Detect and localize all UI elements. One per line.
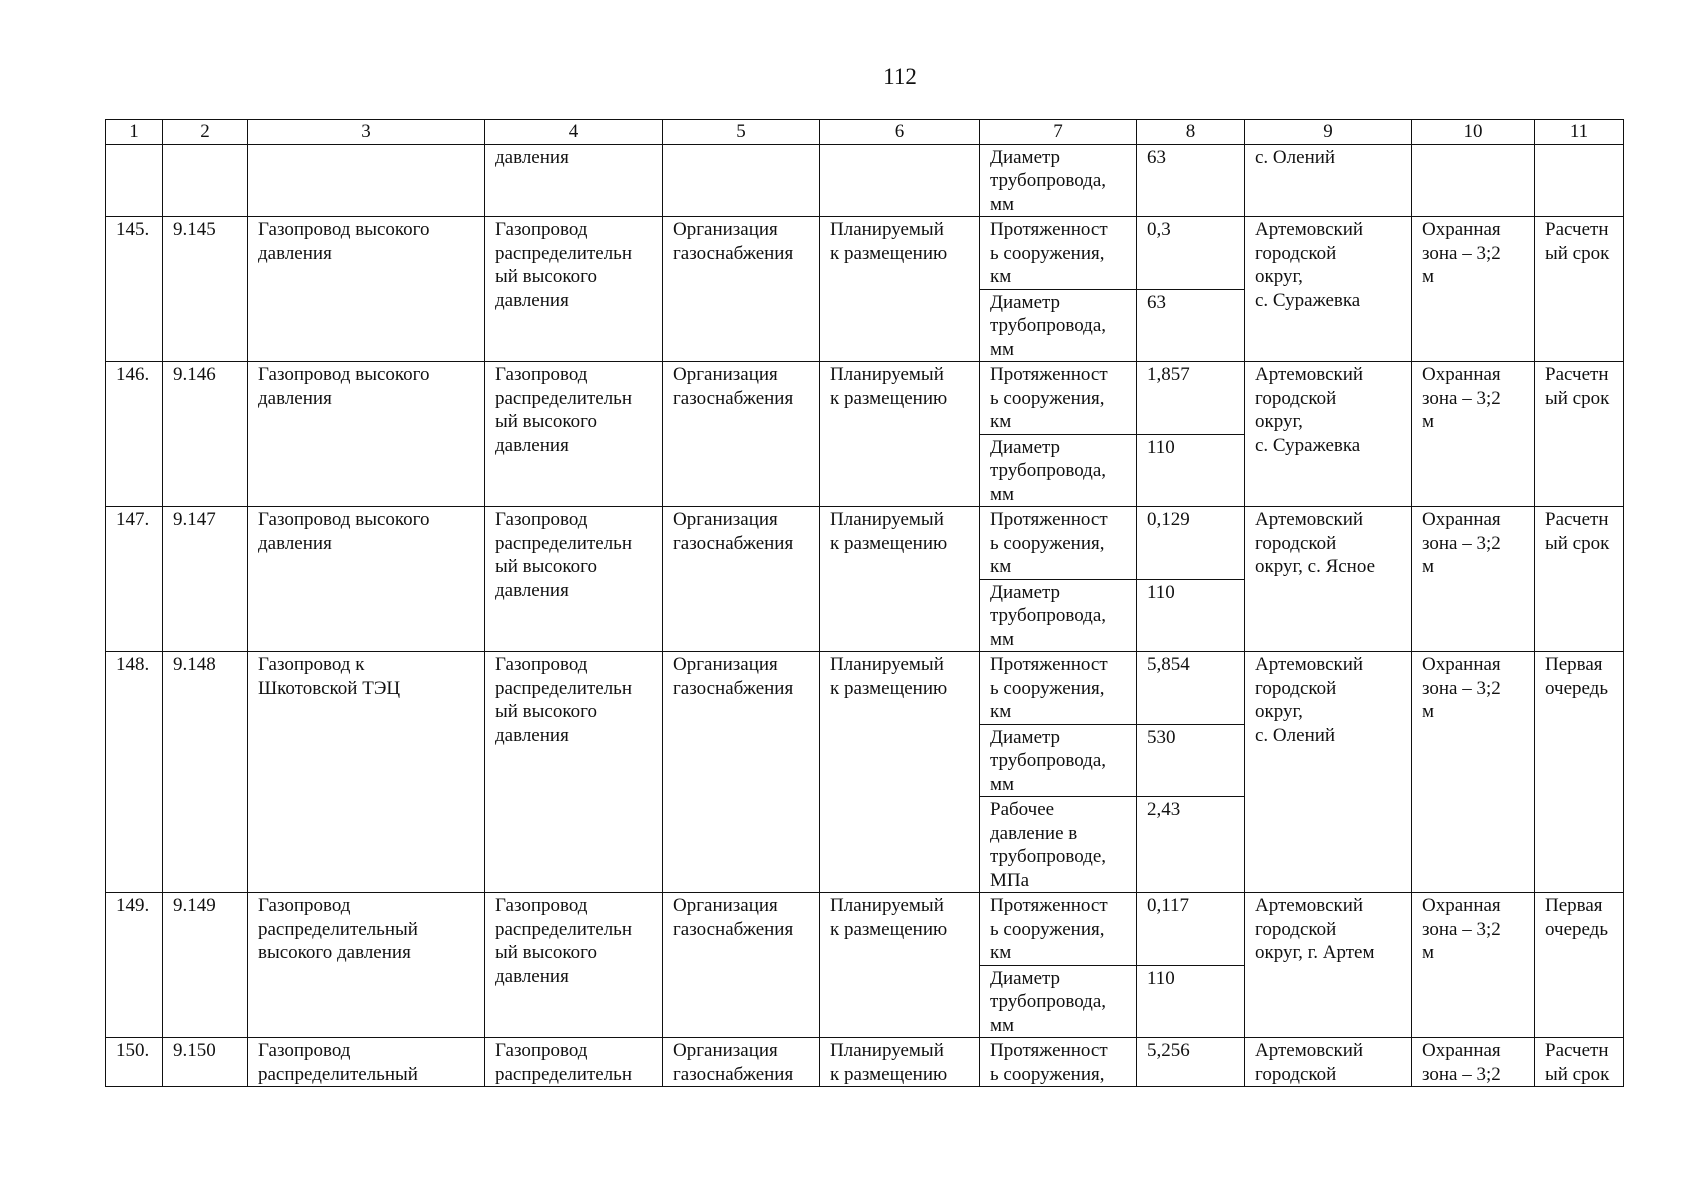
cell-name: Газопровод распределительный [248, 1038, 485, 1087]
cell-location: Артемовский городской округ, с. Ясное [1245, 507, 1412, 652]
cell-purpose: Организация газоснабжения [663, 362, 820, 507]
cell-type: Газопровод распределительн ый высокого давления [485, 362, 663, 507]
cell-type: Газопровод распределительн ый высокого давления [485, 652, 663, 893]
cell-purpose: Организация газоснабжения [663, 1038, 820, 1087]
cell-name: Газопровод распределительный высокого давления [248, 893, 485, 1038]
cell-name: Газопровод высокого давления [248, 362, 485, 507]
table-row [106, 507, 1624, 580]
column-header: 2 [163, 120, 248, 145]
cell-term [1535, 144, 1624, 217]
column-header: 6 [820, 120, 980, 145]
cell-param-name: Протяженност ь сооружения, [980, 1038, 1137, 1087]
cell-param-name: Диаметр трубопровода, мм [980, 965, 1137, 1038]
cell-term: Первая очередь [1535, 893, 1624, 1038]
cell-number: 147. [106, 507, 163, 652]
column-header: 7 [980, 120, 1137, 145]
cell-param-value: 0,117 [1137, 893, 1245, 966]
cell-location: Артемовский городской округ, с. Олений [1245, 652, 1412, 893]
cell-param-name: Протяженност ь сооружения, км [980, 893, 1137, 966]
cell-name: Газопровод высокого давления [248, 217, 485, 362]
cell-purpose: Организация газоснабжения [663, 652, 820, 893]
cell-number: 146. [106, 362, 163, 507]
cell-code: 9.145 [163, 217, 248, 362]
cell-name: Газопровод высокого давления [248, 507, 485, 652]
cell-param-value: 0,3 [1137, 217, 1245, 290]
table-row [106, 652, 1624, 725]
cell-location: с. Олений [1245, 144, 1412, 217]
page-number: 112 [883, 64, 917, 89]
cell-param-value: 1,857 [1137, 362, 1245, 435]
cell-code: 9.150 [163, 1038, 248, 1087]
cell-param-name: Диаметр трубопровода, мм [980, 144, 1137, 217]
cell-param-name: Рабочее давление в трубопроводе, МПа [980, 797, 1137, 893]
column-header: 5 [663, 120, 820, 145]
cell-zone: Охранная зона – 3;2 м [1412, 507, 1535, 652]
cell-number [106, 144, 163, 217]
cell-param-value: 110 [1137, 965, 1245, 1038]
cell-zone: Охранная зона – 3;2 м [1412, 217, 1535, 362]
cell-number: 150. [106, 1038, 163, 1087]
cell-term: Первая очередь [1535, 652, 1624, 893]
cell-param-value: 0,129 [1137, 507, 1245, 580]
column-header: 11 [1535, 120, 1624, 145]
cell-purpose: Организация газоснабжения [663, 507, 820, 652]
column-header: 10 [1412, 120, 1535, 145]
cell-term: Расчетн ый срок [1535, 362, 1624, 507]
cell-code: 9.149 [163, 893, 248, 1038]
cell-purpose: Организация газоснабжения [663, 217, 820, 362]
cell-param-value: 110 [1137, 579, 1245, 652]
cell-zone [1412, 144, 1535, 217]
header-row [106, 120, 1624, 145]
cell-status: Планируемый к размещению [820, 217, 980, 362]
cell-param-value: 63 [1137, 289, 1245, 362]
cell-type: Газопровод распределительн ый высокого давления [485, 217, 663, 362]
cell-param-name: Диаметр трубопровода, мм [980, 289, 1137, 362]
cell-number: 148. [106, 652, 163, 893]
table-row [106, 1038, 1624, 1087]
cell-param-value: 5,854 [1137, 652, 1245, 725]
cell-type: Газопровод распределительн ый высокого давления [485, 893, 663, 1038]
cell-status [820, 144, 980, 217]
cell-location: Артемовский городской округ, с. Суражевка [1245, 362, 1412, 507]
table-row [106, 362, 1624, 435]
cell-param-name: Диаметр трубопровода, мм [980, 724, 1137, 797]
cell-param-name: Протяженност ь сооружения, км [980, 507, 1137, 580]
continuation-row [106, 144, 1624, 217]
cell-type: давления [485, 144, 663, 217]
cell-zone: Охранная зона – 3;2 м [1412, 893, 1535, 1038]
cell-zone: Охранная зона – 3;2 м [1412, 652, 1535, 893]
cell-status: Планируемый к размещению [820, 1038, 980, 1087]
cell-code: 9.148 [163, 652, 248, 893]
cell-status: Планируемый к размещению [820, 507, 980, 652]
cell-location: Артемовский городской округ, г. Артем [1245, 893, 1412, 1038]
cell-number: 149. [106, 893, 163, 1038]
cell-term: Расчетн ый срок [1535, 217, 1624, 362]
cell-param-value: 2,43 [1137, 797, 1245, 893]
cell-type: Газопровод распределительн [485, 1038, 663, 1087]
cell-name [248, 144, 485, 217]
cell-name: Газопровод к Шкотовской ТЭЦ [248, 652, 485, 893]
cell-param-value: 530 [1137, 724, 1245, 797]
column-header: 4 [485, 120, 663, 145]
cell-location: Артемовский городской [1245, 1038, 1412, 1087]
cell-code: 9.147 [163, 507, 248, 652]
cell-purpose [663, 144, 820, 217]
cell-term: Расчетн ый срок [1535, 507, 1624, 652]
cell-number: 145. [106, 217, 163, 362]
cell-param-value: 63 [1137, 144, 1245, 217]
table-row [106, 893, 1624, 966]
cell-status: Планируемый к размещению [820, 652, 980, 893]
cell-term: Расчетн ый срок [1535, 1038, 1624, 1087]
cell-param-name: Протяженност ь сооружения, км [980, 362, 1137, 435]
cell-zone: Охранная зона – 3;2 [1412, 1038, 1535, 1087]
cell-purpose: Организация газоснабжения [663, 893, 820, 1038]
cell-code: 9.146 [163, 362, 248, 507]
cell-type: Газопровод распределительн ый высокого давления [485, 507, 663, 652]
table-row [106, 217, 1624, 290]
cell-param-name: Диаметр трубопровода, мм [980, 434, 1137, 507]
cell-param-name: Протяженност ь сооружения, км [980, 217, 1137, 290]
cell-param-name: Диаметр трубопровода, мм [980, 579, 1137, 652]
column-header: 8 [1137, 120, 1245, 145]
cell-status: Планируемый к размещению [820, 362, 980, 507]
column-header: 3 [248, 120, 485, 145]
cell-code [163, 144, 248, 217]
column-header: 1 [106, 120, 163, 145]
cell-param-name: Протяженност ь сооружения, км [980, 652, 1137, 725]
data-table [105, 119, 1624, 1087]
cell-param-value: 5,256 [1137, 1038, 1245, 1087]
cell-param-value: 110 [1137, 434, 1245, 507]
cell-zone: Охранная зона – 3;2 м [1412, 362, 1535, 507]
cell-location: Артемовский городской округ, с. Суражевка [1245, 217, 1412, 362]
cell-status: Планируемый к размещению [820, 893, 980, 1038]
column-header: 9 [1245, 120, 1412, 145]
